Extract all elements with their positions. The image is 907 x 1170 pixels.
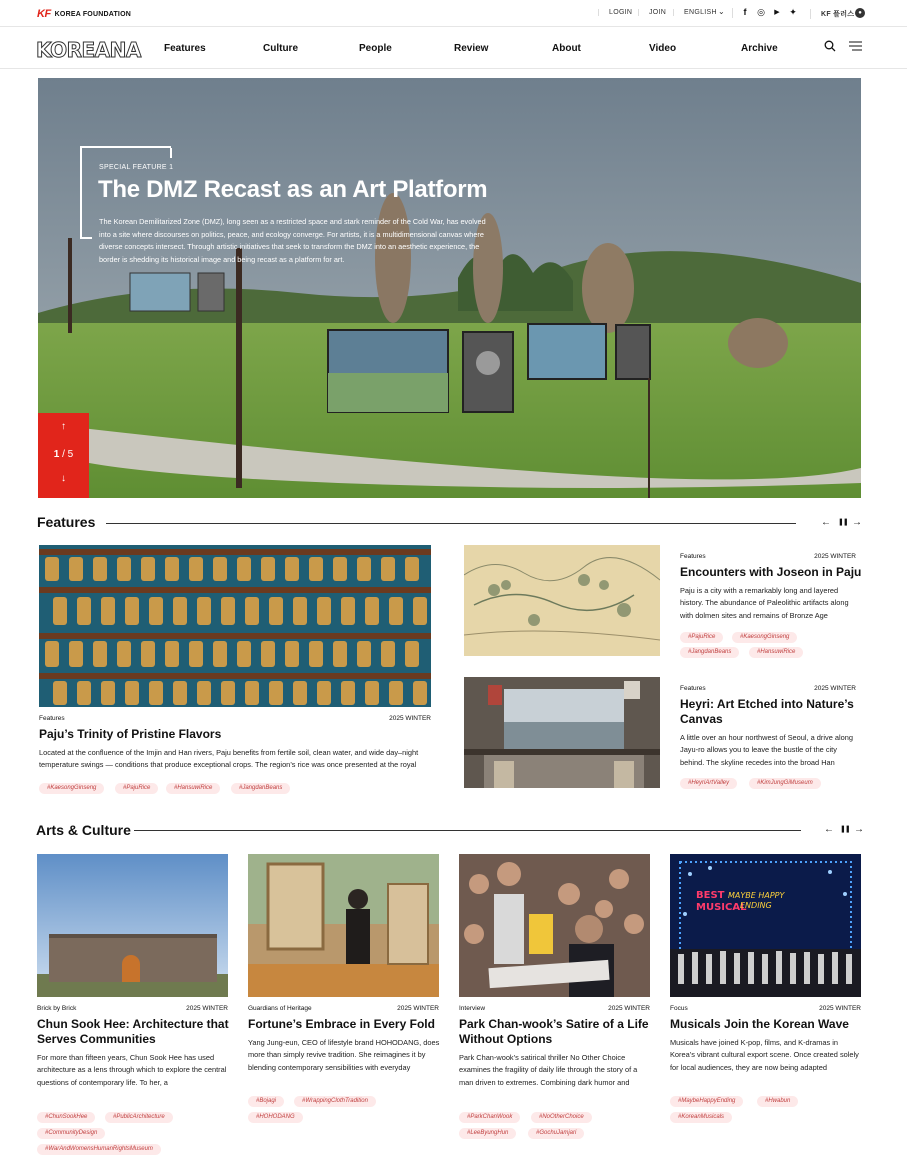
slide-counter [38,449,89,460]
feature-main-image[interactable] [39,545,431,707]
tag[interactable]: #PajuRice [115,783,158,794]
feature-side-2-date: 2025 WINTER [814,685,856,692]
arts-card-1-image[interactable] [37,854,228,997]
prev-arrow-icon[interactable]: ← [824,824,834,835]
kf-org-name: KOREA FOUNDATION [54,10,131,18]
tag[interactable]: #PajuRice [680,632,723,643]
feature-side-1-description: Paju is a city with a remarkably long and layered history. The abundance of Paleolithic artifacts along with dolmen sites and remains of Bronze Age [680,586,849,620]
joseon-painting [464,545,660,656]
tag[interactable]: #WarAndWomensHumanRightsMuseum [37,1144,161,1155]
arts-card-1-category: Brick by Brick [37,1005,77,1012]
feature-side-1-date: 2025 WINTER [814,553,856,560]
arts-card-3-title[interactable]: Park Chan-wook’s Satire of a Life Without Options [459,1017,649,1046]
poster-line-best: BEST [696,890,725,901]
poster-line-ending: ENDING [740,901,772,910]
nav-item-about[interactable]: About [552,43,581,54]
tag[interactable]: #Bojagi [248,1096,284,1107]
tag[interactable]: #KaesongGinseng [39,783,104,794]
hamburger-menu-icon[interactable] [849,41,862,51]
youtube-icon[interactable]: ▶ [774,9,780,16]
slide-total: / 5 [62,449,74,460]
tag[interactable]: #ChunSookHee [37,1112,95,1123]
chevron-down-icon[interactable]: ⌄ [718,7,726,16]
tag[interactable]: #KimJungGiMuseum [749,778,821,789]
nav-item-video[interactable]: Video [649,43,677,54]
nav-item-people[interactable]: People [359,43,392,54]
tag[interactable]: #JangdanBeans [680,647,739,658]
arts-card-2-description: Yang Jung-eun, CEO of lifestyle brand HOHODANG, does more than simply revive tradition. She reimagines it by blending contemporary sensibilities with everyday [248,1038,440,1072]
globe-icon[interactable]: ● [855,8,865,18]
hero-pager [38,413,89,498]
hero-kicker: SPECIAL FEATURE 1 [99,164,174,171]
kf-mark: KF [37,8,51,20]
section-divider [134,830,801,831]
arts-card-4-image[interactable] [670,854,861,997]
instagram-icon[interactable]: ◎ [757,6,765,17]
feature-side-2-category: Features [680,685,706,692]
nav-item-archive[interactable]: Archive [741,43,778,54]
features-heading: Features [37,514,96,530]
feature-side-2-image[interactable] [464,677,660,788]
arrow-up-icon[interactable]: ↑ [61,421,66,432]
arts-card-2-category: Guardians of Heritage [248,1005,312,1012]
login-link[interactable]: LOGIN [598,9,632,16]
nav-item-culture[interactable]: Culture [263,43,298,54]
tag[interactable]: #ParkChanWook [459,1112,520,1123]
poster-line-maybe-happy: MAYBE HAPPY [728,891,785,900]
tag[interactable]: #HOHODANG [248,1112,303,1123]
tag[interactable]: #LeeByungHun [459,1128,516,1139]
twitter-icon[interactable]: ✦ [789,6,797,17]
facebook-icon[interactable]: f [743,7,747,17]
arts-card-3-description: Park Chan-wook’s satirical thriller No Other Choice examines the fragility of daily life through the story of a man driven to extremes. Combining dark humor and [459,1053,638,1087]
arts-card-1-date: 2025 WINTER [186,1005,228,1012]
tag[interactable]: #KaesongGinseng [732,632,797,643]
musical-stage-photo [670,854,861,997]
tag[interactable]: #WrappingClothTradition [294,1096,376,1107]
arts-card-2-title[interactable]: Fortune’s Embrace in Every Fold [248,1017,435,1031]
tag[interactable]: #MaybeHappyEnding [670,1096,743,1107]
hero-image [38,78,861,498]
arts-card-3-image[interactable] [459,854,650,997]
kf-plus-link[interactable]: KF 플러스 [810,9,854,19]
ginseng-drying-photo [39,545,431,707]
arts-card-2-image[interactable] [248,854,439,997]
feature-side-1-category: Features [680,553,706,560]
pause-icon[interactable]: ❚❚ [838,519,848,526]
tag[interactable]: #CommunityDesign [37,1128,105,1139]
tag[interactable]: #Hwabun [757,1096,798,1107]
tag[interactable]: #JangdanBeans [231,783,290,794]
feature-side-1-title[interactable]: Encounters with Joseon in Paju [680,565,862,579]
feature-side-2-description: A little over an hour northwest of Seoul, a drive along Jayu-ro allows you to leave the bustle of the city behind. The skyline recedes into the broad Han [680,733,853,767]
arts-culture-heading: Arts & Culture [36,822,131,838]
next-arrow-icon[interactable]: → [854,824,864,835]
arts-card-4-description: Musicals have joined K-pop, films, and K-dramas in Korea’s vibrant cultural export scene. Once created solely for local audiences, they are now being adapted [670,1038,859,1072]
brick-building-photo [37,854,228,997]
feature-main-description: Located at the confluence of the Imjin and Han rivers, Paju benefits from fertile soil, clean water, and wide day–night temperature swings — conditions that produce exceptional crops. The region’s rice was once presented at the royal [39,748,419,770]
park-chan-wook-photo [459,854,650,997]
arts-card-1-description: For more than fifteen years, Chun Sook Hee has used architecture as a lens through which to explore the central questions of contemporary life. To her, a [37,1053,227,1087]
next-arrow-icon[interactable]: → [852,517,862,528]
kf-logo[interactable] [37,8,131,20]
tag[interactable]: #HansuwiRice [166,783,220,794]
arts-card-3-date: 2025 WINTER [608,1005,650,1012]
nav-item-features[interactable]: Features [164,43,206,54]
feature-main-title[interactable]: Paju’s Trinity of Pristine Flavors [39,727,222,741]
feature-side-1-image[interactable] [464,545,660,656]
arts-card-3-category: Interview [459,1005,486,1012]
arrow-down-icon[interactable]: ↓ [61,473,66,484]
arts-card-4-title[interactable]: Musicals Join the Korean Wave [670,1017,849,1031]
hero-description: The Korean Demilitarized Zone (DMZ), long seen as a restricted space and stark reminder of the Cold War, has evolved into a site where discourses on politics, peace, and ecology converge. For artists, it is a multidimensional canvas where diverse concepts intersect. Through artistic initiatives that seek to transform the DMZ into an aesthetic experience, the border is shedding its historical image and being recast as a platform for art. [99,217,486,264]
search-icon[interactable] [824,40,836,52]
arts-card-1-title[interactable]: Chun Sook Hee: Architecture that Serves Communities [37,1017,229,1046]
tag[interactable]: #GochuJamjari [528,1128,584,1139]
tag[interactable]: #PublicArchitecture [105,1112,173,1123]
main-nav [0,27,907,69]
section-divider [106,523,796,524]
tag[interactable]: #NoOtherChoice [531,1112,592,1123]
arts-card-4-date: 2025 WINTER [819,1005,861,1012]
pause-icon[interactable]: ❚❚ [840,826,850,833]
language-select[interactable]: ENGLISH [673,9,717,16]
slide-current: 1 [53,449,60,460]
utility-bar [0,0,907,27]
feature-main-category: Features [39,715,65,722]
feature-side-2-title[interactable]: Heyri: Art Etched into Nature’s Canvas [680,697,854,726]
arts-card-2-date: 2025 WINTER [397,1005,439,1012]
tag[interactable]: #HansuwiRice [749,647,803,658]
arts-card-4-category: Focus [670,1005,688,1012]
hero-title[interactable]: The DMZ Recast as an Art Platform [98,176,488,203]
hero-slider[interactable] [38,78,861,498]
tag[interactable]: #HeyriArtValley [680,778,737,789]
tag[interactable]: #KoreanMusicals [670,1112,732,1123]
poster-line-musical: MUSICAL [696,902,747,913]
koreana-logo[interactable]: KOREANA [36,38,141,62]
heyri-interior-photo [464,677,660,788]
nav-item-review[interactable]: Review [454,43,489,54]
hohodang-studio-photo [248,854,439,997]
prev-arrow-icon[interactable]: ← [821,517,831,528]
join-link[interactable]: JOIN [638,9,666,16]
feature-main-date: 2025 WINTER [389,715,431,722]
